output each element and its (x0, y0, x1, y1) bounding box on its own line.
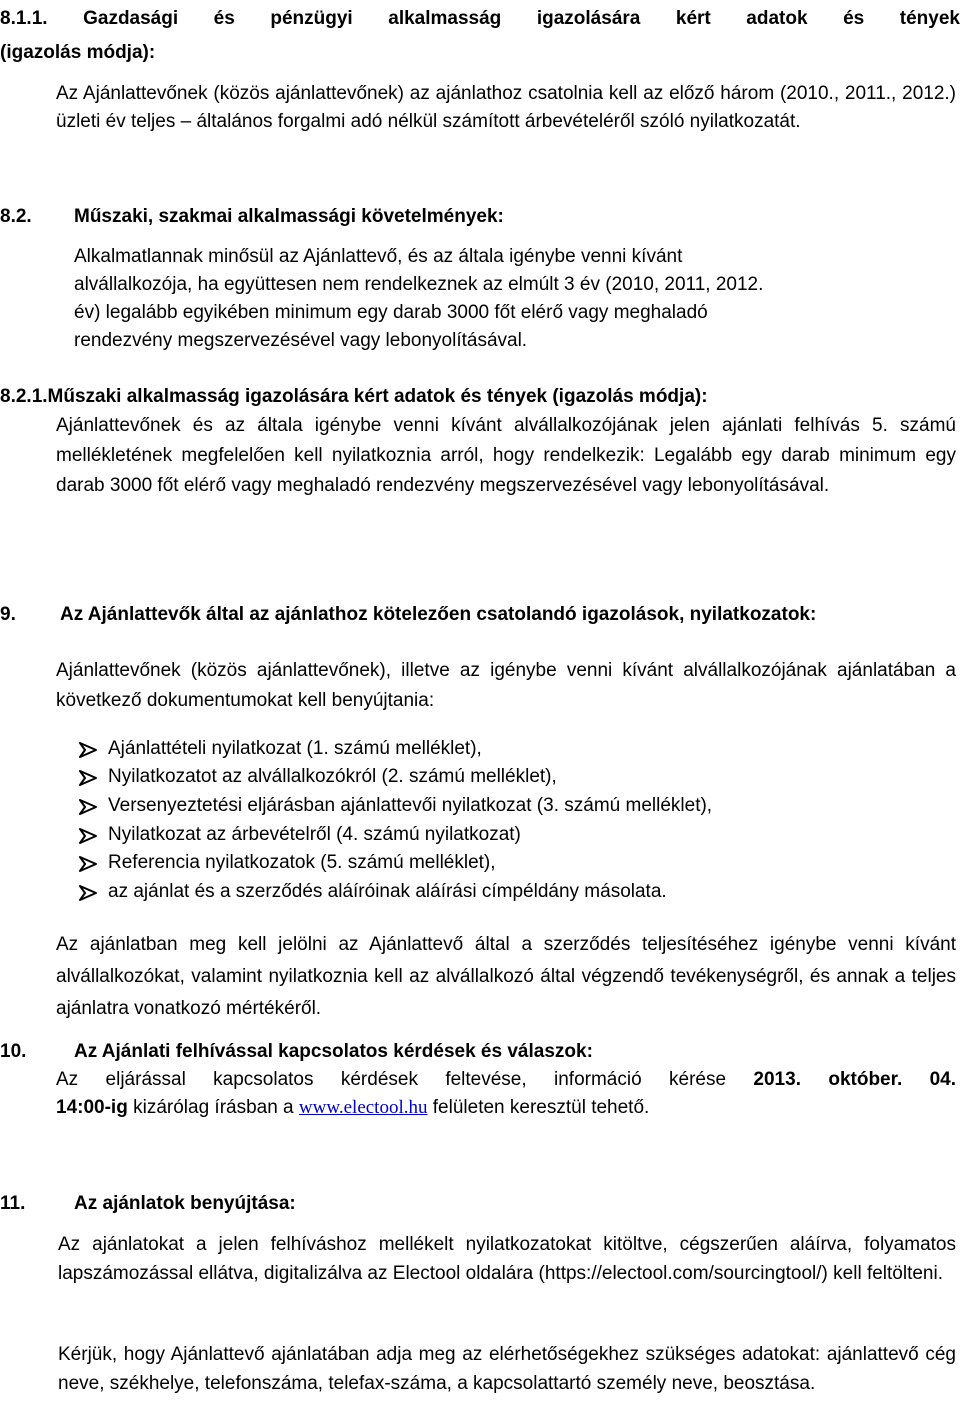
arrow-bullet-icon (78, 770, 98, 786)
list-item-label: az ajánlat és a szerződés aláíróinak aláírási címpéldány másolata. (108, 881, 667, 902)
section-8-2-1-heading: 8.2.1.Műszaki alkalmasság igazolására kért adatok és tények (igazolás módja): (0, 386, 708, 407)
section-11-number: 11. (0, 1193, 26, 1214)
list-item-label: Nyilatkozat az árbevételről (4. számú nyilatkozat) (108, 824, 521, 845)
section-9-number: 9. (0, 604, 16, 625)
body-text: kizárólag írásban a (133, 1097, 294, 1118)
list-item (0, 879, 960, 907)
body-line: Alkalmatlannak minősül az Ajánlattevő, és az általa igénybe venni kívánt (74, 246, 683, 267)
list-item-label: Ajánlattételi nyilatkozat (1. számú melléklet), (108, 738, 482, 759)
list-item (0, 736, 960, 764)
section-8-2-title: Műszaki, szakmai alkalmassági követelmények: (74, 206, 504, 227)
section-10-number: 10. (0, 1041, 27, 1062)
section-8-2-heading (0, 203, 32, 231)
body-text: felületen keresztül tehető. (432, 1097, 650, 1118)
section-9-body: Ajánlattevőnek (közös ajánlattevőnek), illetve az igénybe venni kívánt alvállalkozójának ajánlatában a következő dokumentumokat kell benyújtania: (56, 660, 956, 711)
section-11-contact: Kérjük, hogy Ajánlattevő ajánlatában adja meg az elérhetőségekhez szükséges adatokat: ajánlattevő cég neve, székhelye, telefonszáma, telefax-száma, a kapcsolattartó személy neve, beosztása. (58, 1344, 956, 1394)
heading-line: (igazolás módja): (0, 42, 156, 63)
body-line: alvállalkozója, ha együttesen nem rendelkeznek az elmúlt 3 év (2010, 2011, 2012. (74, 274, 764, 295)
section-11-body: Az ajánlatokat a jelen felhíváshoz mellékelt nyilatkozatokat kitöltve, cégszerűen aláírva, folyamatos lapszámozással ellátva, digitalizálva az Electool oldalára (https://electool.com/sourcingtool/) kell feltölteni. (58, 1234, 956, 1284)
electool-link[interactable]: www.electool.hu (298, 1097, 428, 1118)
section-8-2-1-body: Ajánlattevőnek és az általa igénybe venni kívánt alvállalkozójának jelen ajánlati felhívás 5. számú mellékletének megfelelően kell nyilatkoznia arról, hogy rendelkezik: Legalább egy darab minimum egy darab 3000 főt elérő vagy meghaladó rendezvény megszervezésével vagy lebonyolításával. (56, 415, 956, 496)
section-number: 8.2. (0, 206, 32, 227)
section-11-title: Az ajánlatok benyújtása: (74, 1193, 296, 1214)
body-line: rendezvény megszervezésével vagy lebonyolításával. (74, 330, 528, 351)
section-8-1-1-heading (0, 2, 960, 70)
body-text: Az eljárással kapcsolatos kérdések feltevése, információ kérése (56, 1069, 727, 1090)
arrow-bullet-icon (78, 799, 98, 815)
body-line (56, 1094, 956, 1122)
section-8-2-body (74, 243, 874, 355)
arrow-bullet-icon (78, 856, 98, 872)
list-item-label: Referencia nyilatkozatok (5. számú melléklet), (108, 852, 496, 873)
document-list (0, 736, 960, 916)
deadline-time: 14:00-ig (56, 1097, 128, 1118)
section-8-1-1-body: Az Ajánlattevőnek (közös ajánlattevőnek) az ajánlathoz csatolnia kell az előző három (2010., 2011., 2012.) üzleti év teljes – általános forgalmi adó nélkül számított árbevételéről szóló nyilatkozatát. (56, 83, 956, 132)
arrow-bullet-icon (78, 885, 98, 901)
list-item (0, 822, 960, 850)
deadline-date: 2013. október. 04. (753, 1069, 957, 1090)
list-item (0, 764, 960, 792)
list-item-label: Nyilatkozatot az alvállalkozókról (2. számú melléklet), (108, 766, 557, 787)
list-item-label: Versenyeztetési eljárásban ajánlattevői nyilatkozat (3. számú melléklet), (108, 795, 713, 816)
section-9-note: Az ajánlatban meg kell jelölni az Ajánlattevő által a szerződés teljesítéséhez igénybe venni kívánt alvállalkozókat, valamint nyilatkoznia kell az alvállalkozó által végzendő tevékenységről, és annak a teljes ajánlatra vonatkozó mértékéről. (56, 934, 956, 1019)
section-10-title: Az Ajánlati felhívással kapcsolatos kérdések és válaszok: (74, 1041, 593, 1062)
heading-line: 8.1.1. Gazdasági és pénzügyi alkalmasság igazolására kért adatok és tények (0, 8, 960, 29)
body-line: év) legalább egyikében minimum egy darab 3000 főt elérő vagy meghaladó (74, 302, 708, 323)
list-item (0, 793, 960, 821)
arrow-bullet-icon (78, 742, 98, 758)
arrow-bullet-icon (78, 828, 98, 844)
list-item (0, 850, 960, 878)
section-10-body (56, 1066, 956, 1122)
body-line (56, 1066, 956, 1094)
section-9-title: Az Ajánlattevők által az ajánlathoz kötelezően csatolandó igazolások, nyilatkozatok: (60, 604, 817, 625)
